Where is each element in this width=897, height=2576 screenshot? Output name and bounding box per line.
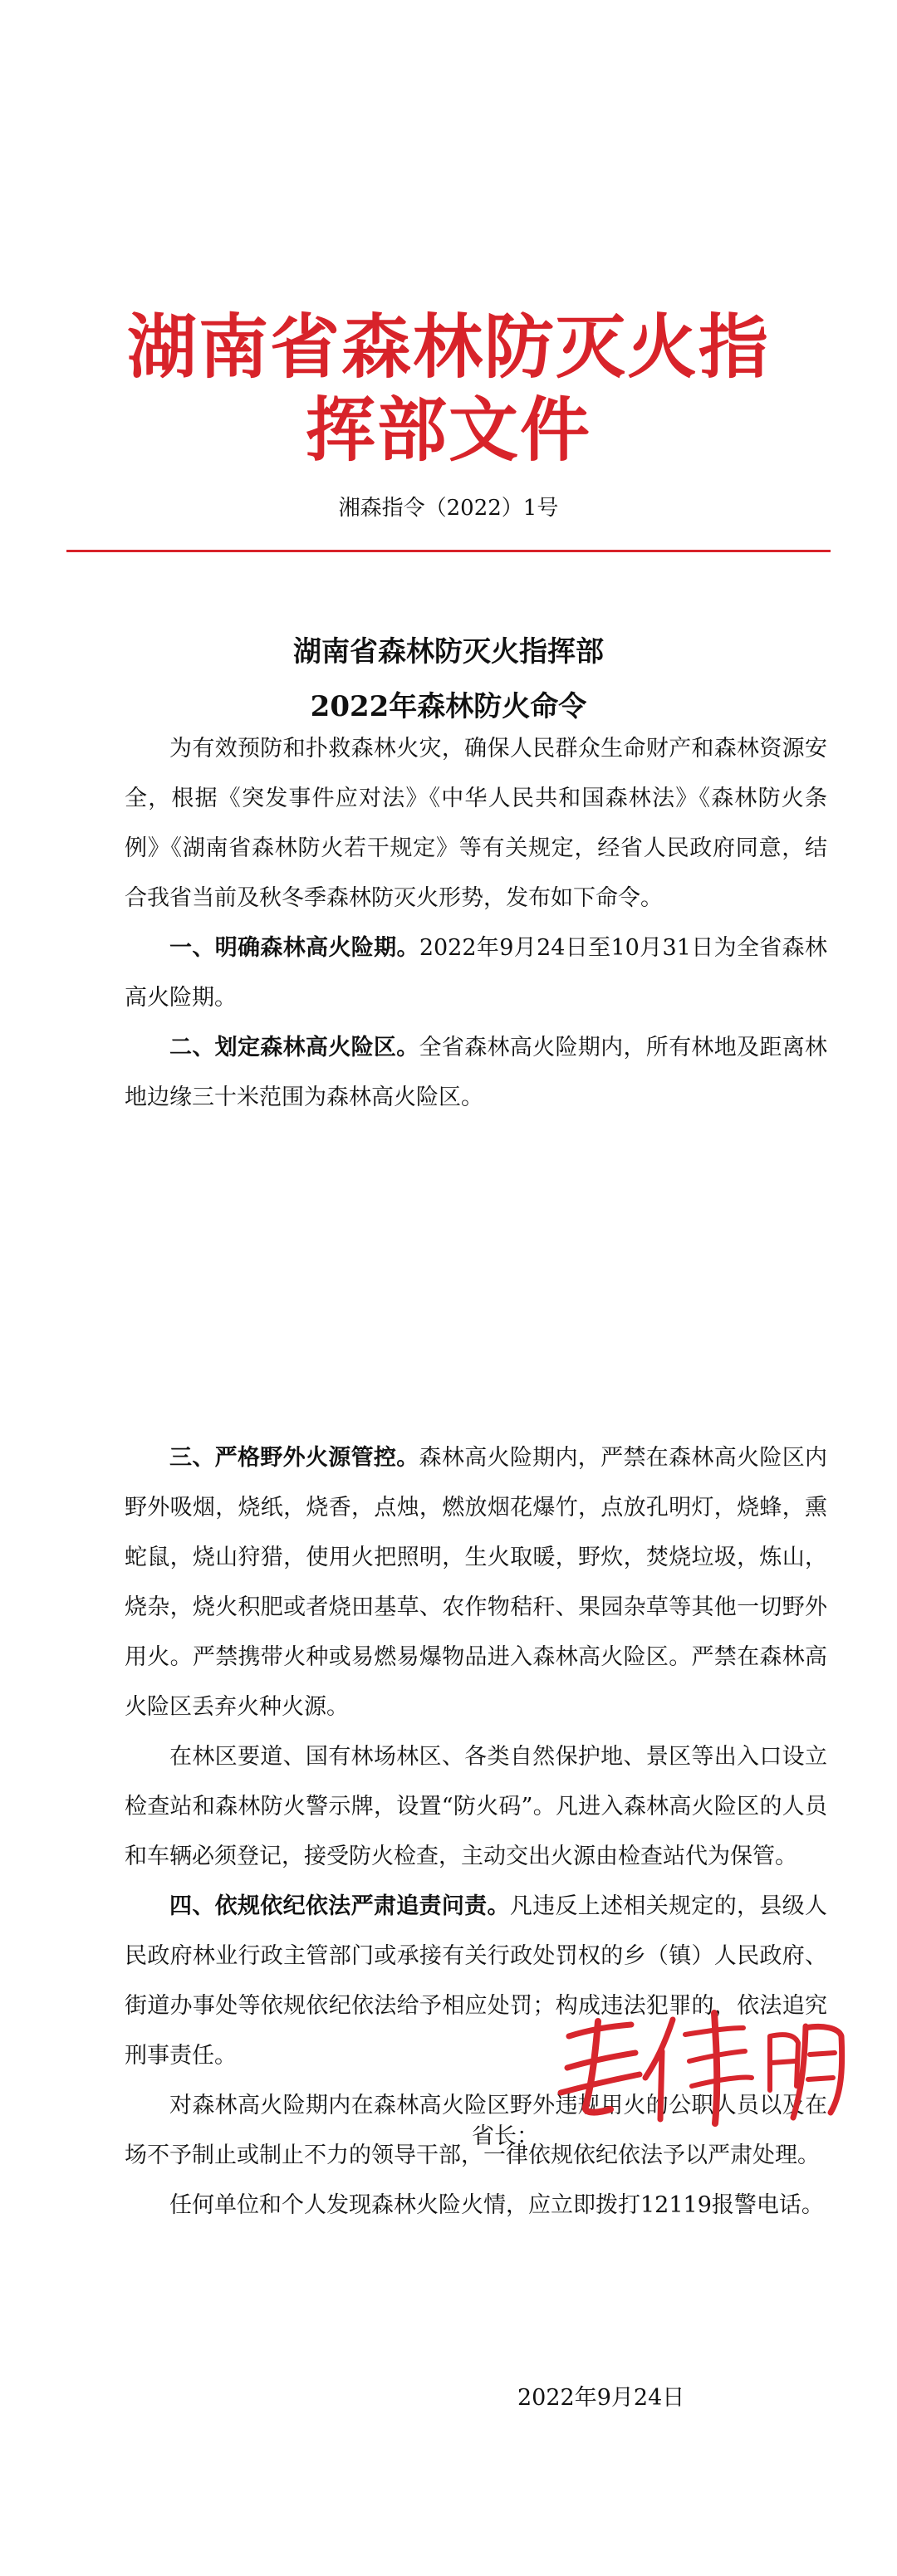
section1-paragraph [125, 923, 827, 1023]
handwritten-signature [552, 2003, 851, 2128]
intro-paragraph: 为有效预防和扑救森林火灾，确保人民群众生命财产和森林资源安全，根据《突发事件应对法》《中华人民共和国森林法》《森林防火条例》《湖南省森林防火若干规定》等有关规定，经省人民政府同意，结合我省当前及秋冬季森林防灭火形势，发布如下命令。 [125, 736, 827, 911]
signature-label: 省长： [472, 2123, 539, 2149]
section4-heading: 四、依规依纪依法严肃追责问责。 [169, 1893, 510, 1919]
document-header-title: 湖南省森林防灭火指挥部文件 [126, 306, 770, 471]
section2-paragraph [125, 1023, 827, 1123]
order-title-line1: 湖南省森林防灭火指挥部 [293, 635, 604, 668]
section3-text: 森林高火险期内，严禁在森林高火险区内野外吸烟，烧纸，烧香，点烛，燃放烟花爆竹，点放孔明灯，烧蜂，熏蛇鼠，烧山狩猎，使用火把照明，生火取暖，野炊，焚烧垃圾，炼山，烧杂，烧火积肥或者烧田基草、农作物秸秆、果园杂草等其他一切野外用火。严禁携带火种或易燃易爆物品进入森林高火险区。严禁在森林高火险区丢弃火种火源。 [125, 1445, 828, 1720]
section2-text: 全省森林高火险期内，所有林地及距离林地边缘三十米范围为森林高火险区。 [125, 1035, 828, 1110]
section3-paragraph [125, 1433, 827, 1732]
section4-text: 凡违反上述相关规定的，县级人民政府林业行政主管部门或承接有关行政处罚权的乡（镇）人民政府、街道办事处等依规依纪依法给予相应处罚；构成违法犯罪的，依法追究刑事责任。 [125, 1893, 828, 2069]
section4-paragraph-3: 任何单位和个人发现森林火险火情，应立即拨打12119报警电话。 [169, 2192, 824, 2218]
section4-paragraph-2: 对森林高火险期内在森林高火险区野外违规用火的公职人员以及在场不予制止或制止不力的领导干部，一律依规依纪依法予以严肃处理。 [125, 2093, 827, 2168]
section3-paragraph-2: 在林区要道、国有林场林区、各类自然保护地、景区等出入口设立检查站和森林防火警示牌，设置“防火码”。凡进入森林高火险区的人员和车辆必须登记，接受防火检查，主动交出火源由检查站代为保管。 [125, 1744, 827, 1869]
section2-heading: 二、划定森林高火险区。 [169, 1035, 419, 1060]
order-title-line2: 2022年森林防火命令 [310, 690, 587, 723]
document-number: 湘森指令（2022）1号 [338, 496, 559, 521]
section1-text: 2022年9月24日至10月31日为全省森林高火险期。 [125, 935, 827, 1011]
section1-heading: 一、明确森林高火险期。 [169, 935, 419, 961]
signature-date: 2022年9月24日 [517, 2385, 685, 2411]
body-block-upper [125, 724, 827, 1123]
red-divider-line [66, 550, 831, 552]
section3-heading: 三、严格野外火源管控。 [169, 1445, 419, 1471]
